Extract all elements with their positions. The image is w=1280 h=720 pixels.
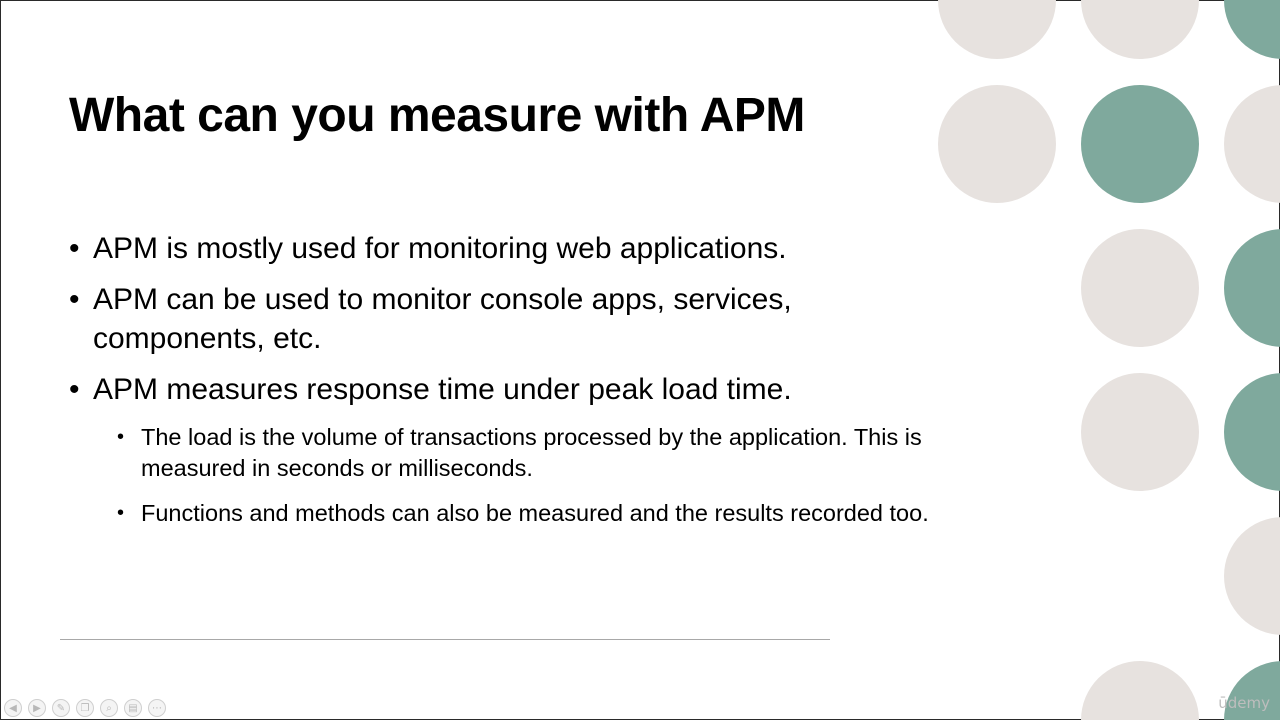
bullet-item: • APM measures response time under peak load time. <box>93 370 943 409</box>
back-icon[interactable]: ◀ <box>4 699 22 717</box>
forward-icon[interactable]: ▶ <box>28 699 46 717</box>
copy-icon[interactable]: ❐ <box>76 699 94 717</box>
deco-circle <box>1081 0 1199 59</box>
udemy-watermark: ūdemy <box>1218 694 1270 712</box>
deco-circle <box>938 0 1056 59</box>
slide-title: What can you measure with APM <box>69 89 805 142</box>
deco-circle <box>1224 0 1280 59</box>
bullet-item: • APM can be used to monitor console apps, services, components, etc. <box>93 280 943 358</box>
footer-divider <box>60 639 830 640</box>
presentation-toolbar <box>4 698 166 718</box>
deco-circle <box>1224 229 1280 347</box>
bullet-item: • APM is mostly used for monitoring web applications. <box>93 229 943 268</box>
deco-circle <box>1081 85 1199 203</box>
deco-circle <box>1081 229 1199 347</box>
more-icon[interactable]: ⋯ <box>148 699 166 717</box>
deco-circle <box>1081 373 1199 491</box>
sub-bullet-item: • Functions and methods can also be measured and the results recorded too. <box>141 498 1001 529</box>
deco-circle <box>1081 661 1199 720</box>
pen-icon[interactable]: ✎ <box>52 699 70 717</box>
deco-circle <box>1224 373 1280 491</box>
deco-circle <box>938 85 1056 203</box>
zoom-icon[interactable]: ⌕ <box>100 699 118 717</box>
sub-bullet-item: • The load is the volume of transactions processed by the application. This is measured in seconds or milliseconds. <box>141 422 1001 484</box>
slides-icon[interactable]: ▤ <box>124 699 142 717</box>
deco-circle <box>1224 517 1280 635</box>
deco-circle <box>1224 85 1280 203</box>
